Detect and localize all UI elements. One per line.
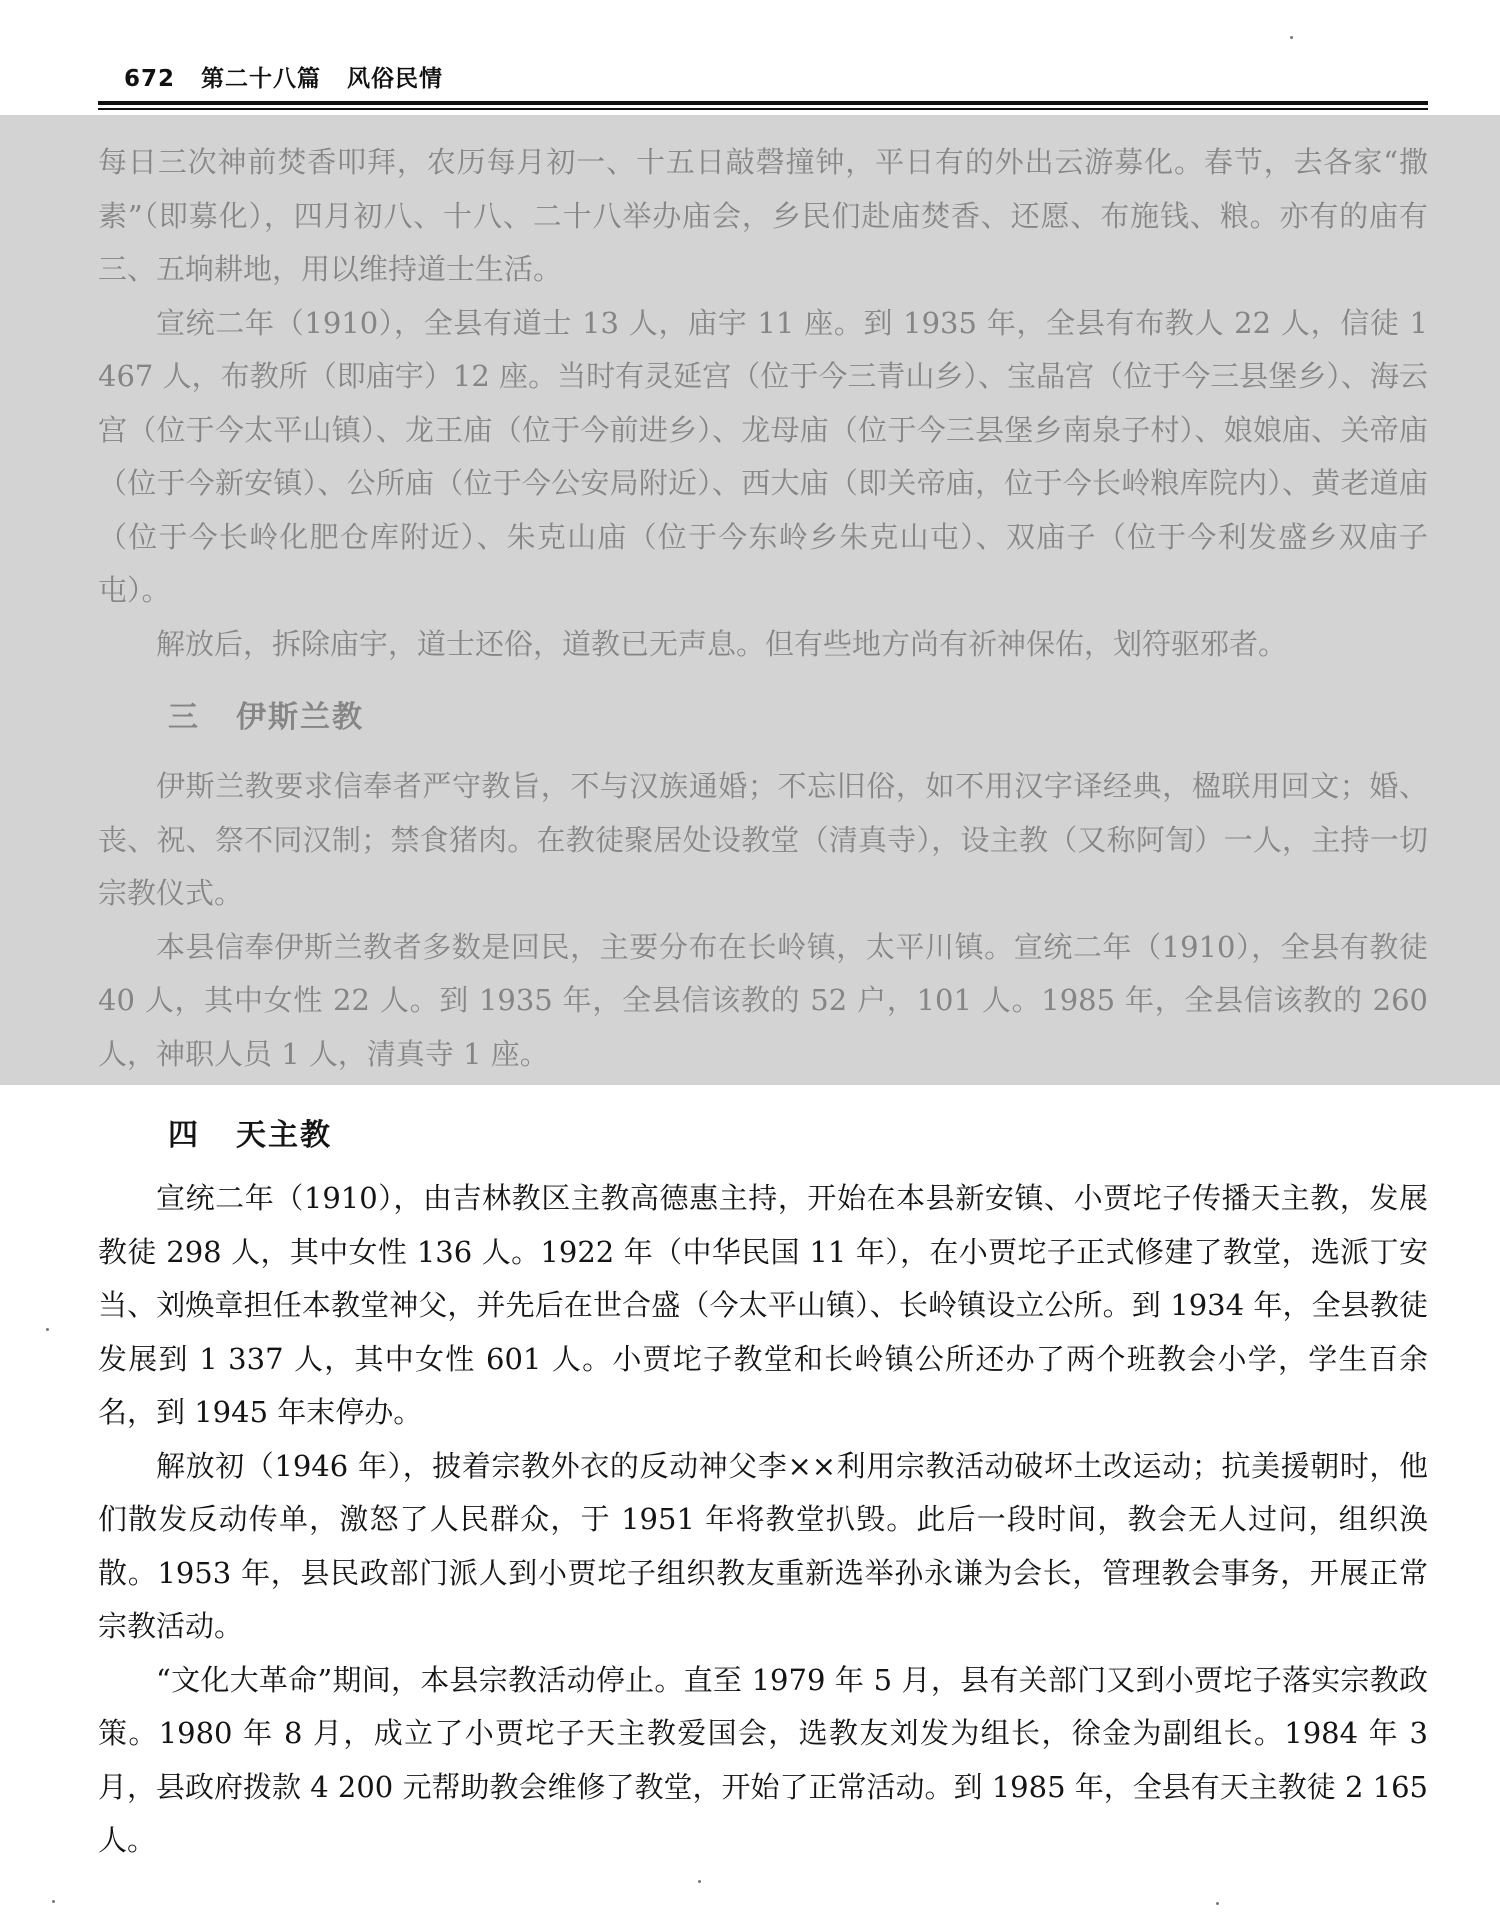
scan-speck — [1290, 36, 1293, 39]
catholicism-heading-number: 四 — [168, 1118, 200, 1153]
catholicism-section — [98, 1172, 1428, 1868]
running-head — [124, 60, 469, 93]
taoism-paragraph-2: 宣统二年（1910），全县有道士 13 人，庙宇 11 座。到 1935 年，全县有布教人 22 人，信徒 1 467 人，布教所（即庙宇）12 座。当时有灵延宫（位于今三青山乡）、宝晶宫（位于今三县堡乡）、海云宫（位于今太平山镇）、龙王庙（位于今前进乡）、龙母庙（位于今三县堡乡南泉子村）、娘娘庙、关帝庙（位于今新安镇）、公所庙（位于今公安局附近）、西大庙（即关帝庙，位于今长岭粮库院内）、黄老道庙（位于今长岭化肥仓库附近）、朱克山庙（位于今东岭乡朱克山屯）、双庙子（位于今利发盛乡双庙子屯）。 — [98, 305, 1428, 607]
page-header — [0, 0, 1500, 112]
part-label: 第二十八篇 — [201, 66, 322, 92]
chapter-title: 风俗民情 — [347, 66, 444, 92]
taoism-paragraph-3: 解放后，拆除庙宇，道士还俗，道教已无声息。但有些地方尚有祈神保佑，划符驱邪者。 — [156, 626, 1288, 661]
islam-heading-number: 三 — [168, 700, 200, 735]
header-rule-thick — [98, 101, 1428, 105]
catholicism-paragraph-1: 宣统二年（1910），由吉林教区主教高德惠主持，开始在本县新安镇、小贾坨子传播天主教，发展教徒 298 人，其中女性 136 人。1922 年（中华民国 11 年），在小贾坨子正式修建了教堂，选派丁安当、刘焕章担任本教堂神父，并先后在世合盛（今太平山镇）、长岭镇设立公所。到 1934 年，全县教徒发展到 1 337 人，其中女性 601 人。小贾坨子教堂和长岭镇公所还办了两个班教会小学，学生百余名，到 1945 年末停办。 — [98, 1181, 1428, 1429]
scan-speck — [1216, 1902, 1219, 1905]
catholicism-paragraph-2: 解放初（1946 年），披着宗教外衣的反动神父李××利用宗教活动破坏土改运动；抗美援朝时，他们散发反动传单，激怒了人民群众，于 1951 年将教堂扒毁。此后一段时间，教会无人过问，组织涣散。1953 年，县民政部门派人到小贾坨子组织教友重新选举孙永谦为会长，管理教会事务，开展正常宗教活动。 — [98, 1448, 1428, 1643]
islam-paragraph-2: 本县信奉伊斯兰教者多数是回民，主要分布在长岭镇，太平川镇。宣统二年（1910），全县有教徒 40 人，其中女性 22 人。到 1935 年，全县信该教的 52 户，101 人。1985 年，全县信该教的 260 人，神职人员 1 人，清真寺 1 座。 — [98, 929, 1428, 1071]
header-rule-thin — [98, 108, 1428, 110]
catholicism-heading-title: 天主教 — [236, 1118, 332, 1153]
islam-paragraph-1: 伊斯兰教要求信奉者严守教旨，不与汉族通婚；不忘旧俗，如不用汉字译经典，楹联用回文；婚、丧、祝、祭不同汉制；禁食猪肉。在教徒聚居处设教堂（清真寺），设主教（又称阿訇）一人，主持一切宗教仪式。 — [98, 769, 1428, 910]
islam-section — [98, 760, 1428, 1081]
islam-heading — [168, 692, 364, 736]
scan-speck — [52, 1900, 55, 1903]
catholicism-heading — [168, 1110, 332, 1154]
catholicism-paragraph-3: “文化大革命”期间，本县宗教活动停止。直至 1979 年 5 月，县有关部门又到小贾坨子落实宗教政策。1980 年 8 月，成立了小贾坨子天主教爱国会，选教友刘发为组长，徐金为副组长。1984 年 3 月，县政府拨款 4 200 元帮助教会维修了教堂，开始了正常活动。到 1985 年，全县有天主教徒 2 165 人。 — [98, 1662, 1428, 1857]
taoism-paragraph-1: 每日三次神前焚香叩拜，农历每月初一、十五日敲磬撞钟，平日有的外出云游募化。春节，去各家“撒素”（即募化），四月初八、十八、二十八举办庙会，乡民们赴庙焚香、还愿、布施钱、粮。亦有的庙有三、五垧耕地，用以维持道士生活。 — [98, 145, 1428, 286]
page-number: 672 — [124, 66, 176, 92]
taoism-section — [98, 136, 1428, 671]
scan-speck — [698, 1880, 701, 1883]
scan-speck — [46, 1328, 49, 1331]
islam-heading-title: 伊斯兰教 — [236, 700, 364, 735]
